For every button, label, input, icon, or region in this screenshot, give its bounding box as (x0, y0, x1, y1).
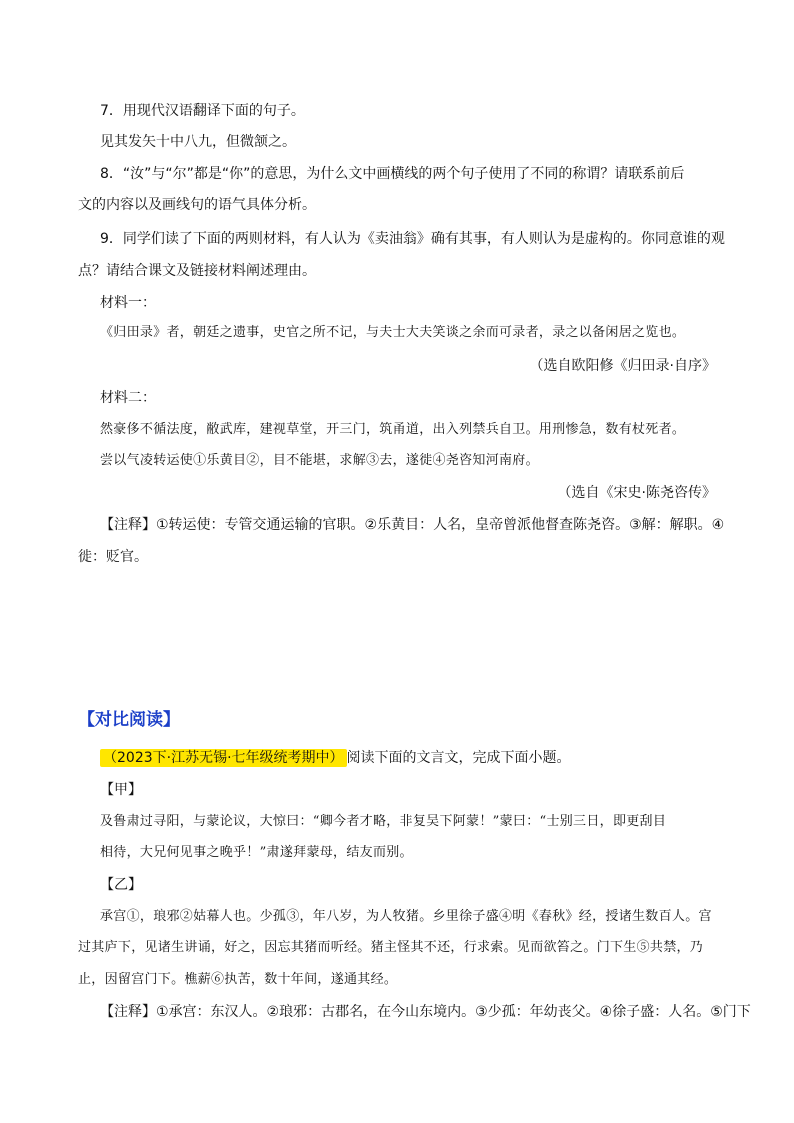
yi-line3: 止，因留宫门下。樵薪⑥执苦，数十年间，遂通其经。 (78, 972, 398, 987)
material2-line2: 尝以气凌转运使①乐黄目②，目不能堪，求解③去，遂徙④尧咨知河南府。 (100, 453, 539, 468)
q7-sentence: 见其发矢十中八九，但微颔之。 (100, 134, 296, 150)
section-instruction: 阅读下面的文言文，完成下面小题。 (346, 750, 571, 766)
material2-source: （选自《宋史·陈尧咨传》 (557, 485, 716, 501)
material1-source: （选自欧阳修《归田录·自序》 (529, 358, 716, 374)
jia-line2: 相待，大兄何见事之晚乎！”肃遂拜蒙母，结友而别。 (100, 845, 413, 860)
material1-text: 《归田录》者，朝廷之遗事，史官之所不记，与夫士大夫笑谈之余而可录者，录之以备闲居之览也。 (100, 325, 686, 340)
jia-line1: 及鲁肃过寻阳，与蒙论议，大惊曰：“卿今者才略，非复吴下阿蒙！”蒙曰：“士别三日，即更刮目 (100, 814, 667, 829)
notes2-line1: 【注释】①承宫：东汉人。②琅邪：古郡名，在今山东境内。③少孤：年幼丧父。④徐子盛：人名。⑤门下 (100, 1004, 751, 1020)
q8-line2: 文的内容以及画线句的语气具体分析。 (78, 197, 316, 213)
yi-line1: 承宫①，琅邪②姑幕人也。少孤③，年八岁，为人牧猪。乡里徐子盛④明《春秋》经，授诸生数百人。宫 (100, 909, 712, 924)
notes1-line2: 徙：贬官。 (78, 549, 148, 565)
section-heading: 【对比阅读】 (78, 710, 180, 730)
yi-label: 【乙】 (100, 877, 142, 893)
jia-label: 【甲】 (100, 782, 142, 798)
section-intro (100, 748, 571, 768)
q8-line1: 8．“汝”与“尔”都是“你”的意思，为什么文中画横线的两个句子使用了不同的称谓？请联系前后 (100, 166, 685, 182)
q7-prompt: 7．用现代汉语翻译下面的句子。 (100, 103, 305, 119)
notes1-line1: 【注释】①转运使：专管交通运输的官职。②乐黄目：人名，皇帝曾派他督查陈尧咨。③解：解职。④ (100, 517, 725, 533)
source-tag: （2023下·江苏无锡·七年级统考期中） (100, 749, 347, 767)
material1-label: 材料一： (100, 295, 156, 311)
material2-label: 材料二： (100, 390, 156, 406)
material2-line1: 然豪侈不循法度，敝武库，建视草堂，开三门，筑甬道，出入列禁兵自卫。用刑惨急，数有杖死者。 (100, 422, 686, 437)
yi-line2: 过其庐下，见诸生讲诵，好之，因忘其猪而听经。猪主怪其不还，行求索。见而欲笞之。门下生⑤共禁，乃 (78, 940, 704, 955)
q9-line1: 9．同学们读了下面的两则材料，有人认为《卖油翁》确有其事，有人则认为是虚构的。你同意谁的观 (100, 231, 725, 247)
q9-line2: 点？请结合课文及链接材料阐述理由。 (78, 263, 316, 279)
